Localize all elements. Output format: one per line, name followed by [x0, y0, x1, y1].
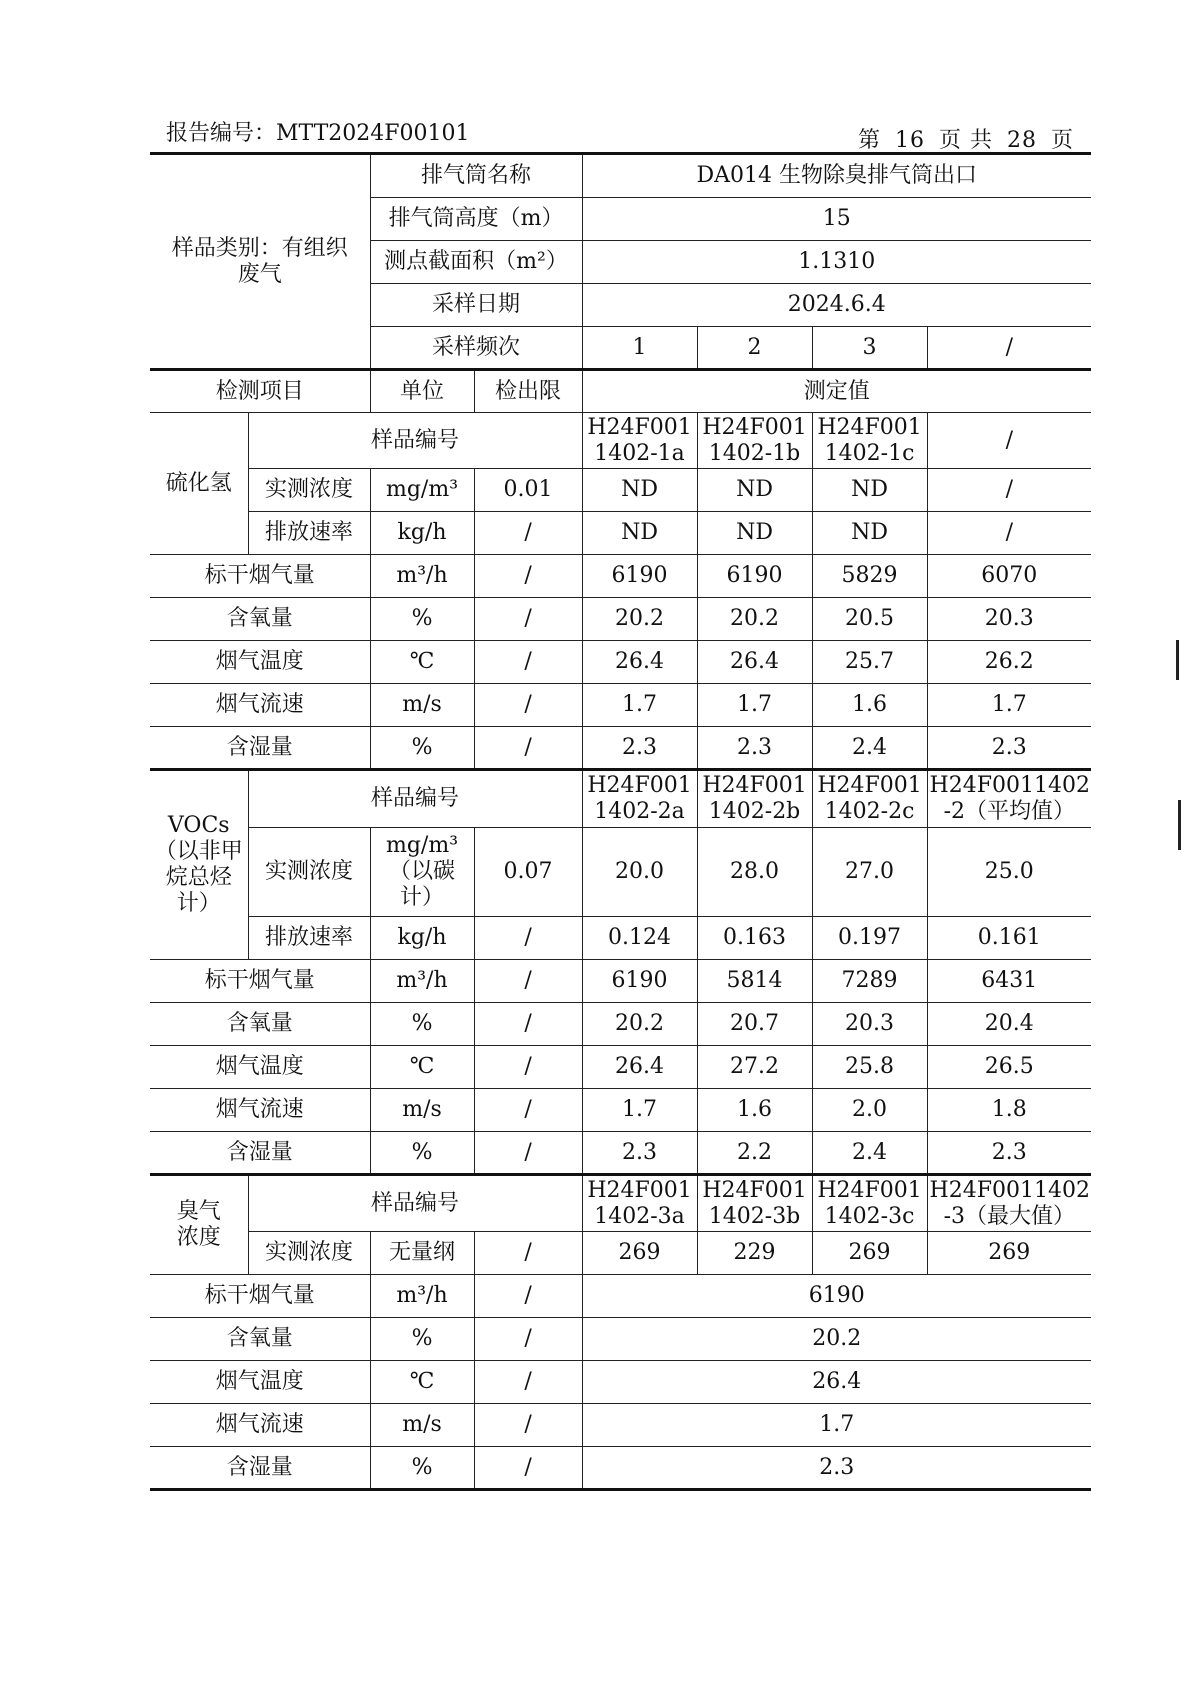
- param-row: [150, 598, 1091, 641]
- param-name: 含湿量: [150, 1132, 370, 1175]
- odor-conc-label: 实测浓度: [248, 1232, 370, 1275]
- sample-id-cell: H24F001 1402-3a: [582, 1175, 697, 1232]
- page-mid: 页 共: [938, 128, 993, 153]
- value-cell: 25.7: [812, 641, 927, 684]
- param-limit: /: [474, 1361, 582, 1404]
- param-row: [150, 1404, 1091, 1447]
- param-row: [150, 1447, 1091, 1490]
- h2s-name: 硫化氢: [150, 413, 248, 555]
- value-cell: 20.3: [812, 1003, 927, 1046]
- value-cell: ND: [697, 512, 812, 555]
- param-name: 烟气流速: [150, 1404, 370, 1447]
- page-indicator: [858, 123, 1074, 154]
- value-cell: 2.2: [697, 1132, 812, 1175]
- param-unit: ℃: [370, 1046, 474, 1089]
- value-cell: 26.4: [697, 641, 812, 684]
- sample-id-cell: H24F001 1402-1b: [697, 413, 812, 469]
- value-cell: 1.8: [927, 1089, 1091, 1132]
- param-unit: %: [370, 1318, 474, 1361]
- param-name: 烟气温度: [150, 1046, 370, 1089]
- param-limit: /: [474, 1132, 582, 1175]
- value-cell: 1.7: [582, 1404, 1091, 1447]
- odor-conc-limit: /: [474, 1232, 582, 1275]
- param-row: [150, 960, 1091, 1003]
- value-cell: 1.7: [697, 684, 812, 727]
- param-unit: m³/h: [370, 960, 474, 1003]
- label-stack-height: 排气筒高度（m）: [370, 198, 582, 241]
- value-cell: 26.4: [582, 641, 697, 684]
- value-cell: 5829: [812, 555, 927, 598]
- value-cell: /: [927, 469, 1091, 512]
- param-name: 烟气流速: [150, 1089, 370, 1132]
- value-cell: 2.3: [927, 727, 1091, 770]
- section-area-value: 1.1310: [582, 241, 1091, 284]
- param-unit: ℃: [370, 641, 474, 684]
- sample-id-cell: H24F0011402 -3（最大值）: [927, 1175, 1091, 1232]
- h2s-rate-limit: /: [474, 512, 582, 555]
- vocs-conc-limit: 0.07: [474, 828, 582, 917]
- value-cell: 6190: [582, 1275, 1091, 1318]
- value-cell: 229: [697, 1232, 812, 1275]
- param-limit: /: [474, 1089, 582, 1132]
- param-unit: m³/h: [370, 555, 474, 598]
- value-cell: 27.0: [812, 828, 927, 917]
- label-section-area: 测点截面积（m²）: [370, 241, 582, 284]
- value-cell: 2.3: [582, 1447, 1091, 1490]
- stamp-edge-mark: [1178, 800, 1189, 850]
- value-cell: 26.4: [582, 1361, 1091, 1404]
- page-prefix: 第: [857, 128, 881, 153]
- param-limit: /: [474, 555, 582, 598]
- param-limit: /: [474, 1447, 582, 1490]
- param-unit: m/s: [370, 1404, 474, 1447]
- vocs-conc-row: [150, 828, 1091, 917]
- value-cell: 20.2: [582, 598, 697, 641]
- param-unit: %: [370, 598, 474, 641]
- param-limit: /: [474, 1275, 582, 1318]
- sample-id-cell: H24F0011402 -2（平均值）: [927, 770, 1091, 828]
- header-limit: 检出限: [474, 370, 582, 413]
- sample-category: 样品类别：有组织废气: [150, 154, 370, 370]
- value-cell: 20.3: [927, 598, 1091, 641]
- label-sampling-frequency: 采样频次: [370, 327, 582, 370]
- value-cell: 1.6: [697, 1089, 812, 1132]
- vocs-rate-label: 排放速率: [248, 917, 370, 960]
- param-row: [150, 641, 1091, 684]
- param-name: 含湿量: [150, 727, 370, 770]
- param-row: [150, 1089, 1091, 1132]
- odor-sample-row: [150, 1175, 1091, 1232]
- sample-id-cell: H24F001 1402-3c: [812, 1175, 927, 1232]
- param-unit: %: [370, 1003, 474, 1046]
- param-limit: /: [474, 1046, 582, 1089]
- value-cell: 1.7: [582, 684, 697, 727]
- odor-name: 臭气浓度: [150, 1175, 248, 1275]
- h2s-conc-label: 实测浓度: [248, 469, 370, 512]
- value-cell: 27.2: [697, 1046, 812, 1089]
- param-row: [150, 1318, 1091, 1361]
- param-limit: /: [474, 684, 582, 727]
- value-cell: 20.2: [582, 1003, 697, 1046]
- param-row: [150, 1275, 1091, 1318]
- header-item: 检测项目: [150, 370, 370, 413]
- value-cell: 25.0: [927, 828, 1091, 917]
- param-limit: /: [474, 641, 582, 684]
- sample-id-cell: /: [927, 413, 1091, 469]
- stack-height-value: 15: [582, 198, 1091, 241]
- param-unit: %: [370, 727, 474, 770]
- param-row: [150, 1361, 1091, 1404]
- value-cell: 20.2: [582, 1318, 1091, 1361]
- value-cell: 2.3: [927, 1132, 1091, 1175]
- value-cell: 25.8: [812, 1046, 927, 1089]
- frequency-cell: 2: [697, 327, 812, 370]
- value-cell: 2.0: [812, 1089, 927, 1132]
- param-name: 含湿量: [150, 1447, 370, 1490]
- value-cell: 26.4: [582, 1046, 697, 1089]
- value-cell: 0.161: [927, 917, 1091, 960]
- param-limit: /: [474, 1404, 582, 1447]
- value-cell: 2.3: [582, 727, 697, 770]
- value-cell: 269: [812, 1232, 927, 1275]
- value-cell: 1.7: [927, 684, 1091, 727]
- stack-name-value: DA014 生物除臭排气筒出口: [582, 154, 1091, 198]
- value-cell: 6070: [927, 555, 1091, 598]
- value-cell: ND: [812, 512, 927, 555]
- h2s-rate-label: 排放速率: [248, 512, 370, 555]
- value-cell: 6190: [582, 555, 697, 598]
- param-row: [150, 1046, 1091, 1089]
- param-unit: %: [370, 1132, 474, 1175]
- value-cell: 1.6: [812, 684, 927, 727]
- value-cell: 2.3: [582, 1132, 697, 1175]
- value-cell: 20.5: [812, 598, 927, 641]
- header-value: 测定值: [582, 370, 1091, 413]
- h2s-conc-row: [150, 469, 1091, 512]
- value-cell: 2.4: [812, 1132, 927, 1175]
- vocs-sample-row: [150, 770, 1091, 828]
- value-cell: 5814: [697, 960, 812, 1003]
- sample-id-cell: H24F001 1402-1c: [812, 413, 927, 469]
- value-cell: 20.4: [927, 1003, 1091, 1046]
- param-row: [150, 727, 1091, 770]
- stack-name-row: [150, 154, 1091, 198]
- param-name: 含氧量: [150, 1003, 370, 1046]
- param-unit: %: [370, 1447, 474, 1490]
- param-name: 标干烟气量: [150, 1275, 370, 1318]
- value-cell: 26.5: [927, 1046, 1091, 1089]
- odor-conc-row: [150, 1232, 1091, 1275]
- value-cell: 2.3: [697, 727, 812, 770]
- param-name: 标干烟气量: [150, 960, 370, 1003]
- value-cell: 20.0: [582, 828, 697, 917]
- vocs-rate-unit: kg/h: [370, 917, 474, 960]
- param-name: 烟气流速: [150, 684, 370, 727]
- sample-id-cell: H24F001 1402-3b: [697, 1175, 812, 1232]
- column-header-row: [150, 370, 1091, 413]
- value-cell: /: [927, 512, 1091, 555]
- value-cell: 26.2: [927, 641, 1091, 684]
- sample-id-cell: H24F001 1402-2c: [812, 770, 927, 828]
- h2s-rate-unit: kg/h: [370, 512, 474, 555]
- value-cell: 6190: [697, 555, 812, 598]
- value-cell: 7289: [812, 960, 927, 1003]
- param-limit: /: [474, 598, 582, 641]
- h2s-sample-label: 样品编号: [248, 413, 582, 469]
- value-cell: 1.7: [582, 1089, 697, 1132]
- h2s-conc-unit: mg/m³: [370, 469, 474, 512]
- param-row: [150, 1132, 1091, 1175]
- value-cell: 0.163: [697, 917, 812, 960]
- vocs-conc-label: 实测浓度: [248, 828, 370, 917]
- value-cell: 20.7: [697, 1003, 812, 1046]
- param-limit: /: [474, 960, 582, 1003]
- param-name: 烟气温度: [150, 641, 370, 684]
- sample-id-cell: H24F001 1402-1a: [582, 413, 697, 469]
- param-name: 含氧量: [150, 1318, 370, 1361]
- param-limit: /: [474, 1003, 582, 1046]
- value-cell: ND: [582, 512, 697, 555]
- page-total: 28: [1006, 128, 1037, 153]
- page-current: 16: [894, 128, 925, 153]
- label-sampling-date: 采样日期: [370, 284, 582, 327]
- vocs-name: VOCs（以非甲烷总烃计）: [150, 770, 248, 960]
- value-cell: 269: [927, 1232, 1091, 1275]
- vocs-sample-label: 样品编号: [248, 770, 582, 828]
- param-unit: ℃: [370, 1361, 474, 1404]
- value-cell: 269: [582, 1232, 697, 1275]
- frequency-cell: /: [927, 327, 1091, 370]
- param-unit: m/s: [370, 684, 474, 727]
- vocs-rate-row: [150, 917, 1091, 960]
- value-cell: ND: [697, 469, 812, 512]
- header-unit: 单位: [370, 370, 474, 413]
- value-cell: 6190: [582, 960, 697, 1003]
- stamp-edge-mark: [1176, 640, 1189, 680]
- sample-id-cell: H24F001 1402-2a: [582, 770, 697, 828]
- value-cell: 0.124: [582, 917, 697, 960]
- h2s-sample-row: [150, 413, 1091, 469]
- param-row: [150, 1003, 1091, 1046]
- value-cell: ND: [582, 469, 697, 512]
- value-cell: 2.4: [812, 727, 927, 770]
- h2s-rate-row: [150, 512, 1091, 555]
- frequency-cell: 3: [812, 327, 927, 370]
- value-cell: ND: [812, 469, 927, 512]
- sampling-date-value: 2024.6.4: [582, 284, 1091, 327]
- param-name: 标干烟气量: [150, 555, 370, 598]
- vocs-conc-unit: mg/m³（以碳计）: [370, 828, 474, 917]
- vocs-rate-limit: /: [474, 917, 582, 960]
- h2s-conc-limit: 0.01: [474, 469, 582, 512]
- report-number: 报告编号：MTT2024F00101: [166, 121, 470, 146]
- value-cell: 6431: [927, 960, 1091, 1003]
- value-cell: 0.197: [812, 917, 927, 960]
- param-limit: /: [474, 1318, 582, 1361]
- param-row: [150, 684, 1091, 727]
- sample-id-cell: H24F001 1402-2b: [697, 770, 812, 828]
- param-row: [150, 555, 1091, 598]
- frequency-cell: 1: [582, 327, 697, 370]
- page-suffix: 页: [1050, 128, 1074, 153]
- odor-sample-label: 样品编号: [248, 1175, 582, 1232]
- value-cell: 20.2: [697, 598, 812, 641]
- test-result-table: [150, 152, 1091, 1491]
- param-unit: m/s: [370, 1089, 474, 1132]
- param-name: 含氧量: [150, 598, 370, 641]
- label-stack-name: 排气筒名称: [370, 154, 582, 198]
- value-cell: 28.0: [697, 828, 812, 917]
- param-limit: /: [474, 727, 582, 770]
- param-name: 烟气温度: [150, 1361, 370, 1404]
- odor-conc-unit: 无量纲: [370, 1232, 474, 1275]
- param-unit: m³/h: [370, 1275, 474, 1318]
